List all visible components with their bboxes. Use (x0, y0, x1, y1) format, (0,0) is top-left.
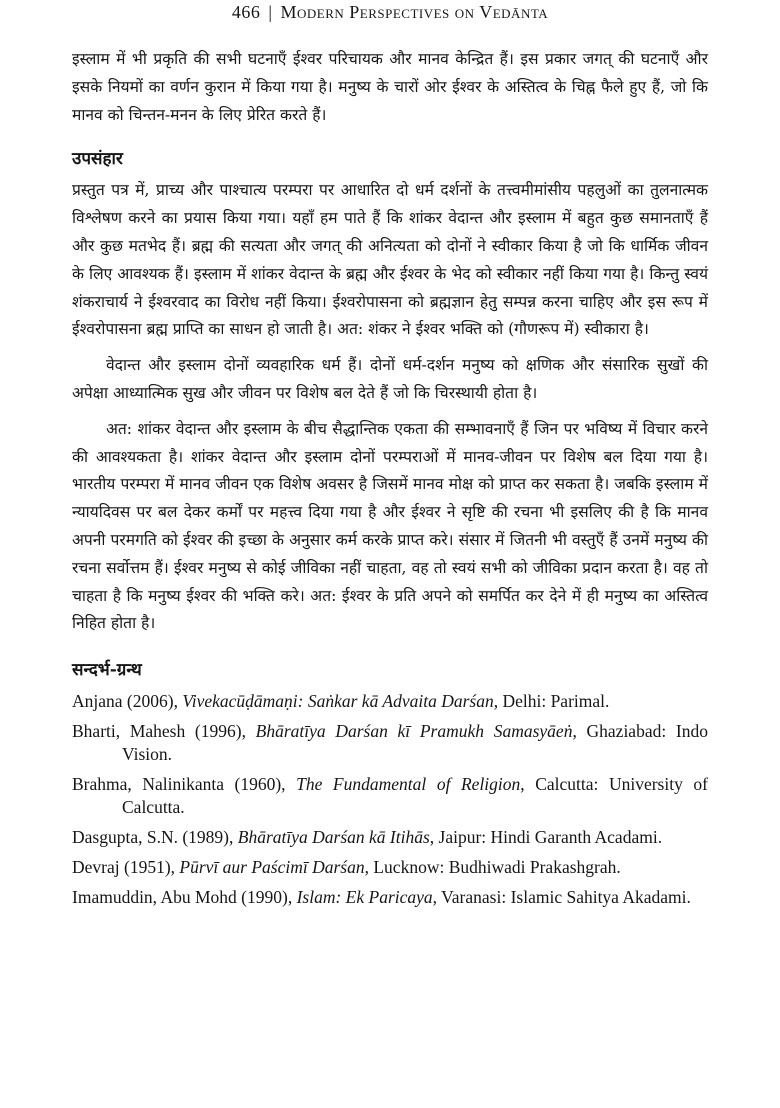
reference-title: Pūrvī aur Paścimī Darśan (179, 857, 365, 878)
reference-author-year: Bharti, Mahesh (1996), (72, 721, 256, 742)
reference-item (72, 856, 708, 879)
reference-title: Vivekacūḍāmaṇi: Saṅkar kā Advaita Darśan (182, 691, 494, 712)
reference-title: Bhāratīya Darśan kā Itihās (237, 827, 430, 848)
reference-item (72, 720, 708, 766)
reference-title: The Fundamental of Religion (296, 774, 521, 795)
reference-publisher: , Delhi: Parimal. (493, 691, 610, 712)
reference-title: Islam: Ek Paricaya (296, 887, 433, 908)
reference-item (72, 773, 708, 819)
running-head (72, 0, 708, 26)
reference-publisher: , Jaipur: Hindi Garanth Acadami. (429, 827, 663, 848)
reference-title: Bhāratīya Darśan kī Pramukh Samasyāeṅ (255, 721, 573, 742)
reference-item (72, 826, 708, 849)
conclusion-paragraph-2: वेदान्त और इस्लाम दोनों व्यवहारिक धर्म हैं। दोनों धर्म-दर्शन मनुष्य को क्षणिक और संसारिक सुखों की अपेक्षा आध्यात्मिक सुख और जीवन पर विशेष बल देते हैं जो कि चिरस्थायी होता है। (72, 356, 708, 402)
reference-author-year: Imamuddin, Abu Mohd (1990), (72, 887, 297, 908)
reference-author-year: Anjana (2006), (72, 691, 183, 712)
header-separator: | (268, 2, 273, 22)
intro-paragraph: इस्लाम में भी प्रकृति की सभी घटनाएँ ईश्वर परिचायक और मानव केन्द्रित हैं। इस प्रकार जगत् की घटनाएँ और इसके नियमों का वर्णन कुरान में किया गया है। मनुष्य के चारों ओर ईश्वर के अस्तित्व के चिह्न फैले हुए हैं, जो कि मानव को चिन्तन-मनन के लिए प्रेरित करते हैं। (72, 50, 708, 124)
reference-publisher: , Calcutta: University of Calcutta. (122, 774, 708, 818)
reference-publisher: , Ghaziabad: Indo Vision. (122, 721, 708, 765)
reference-author-year: Dasgupta, S.N. (1989), (72, 827, 238, 848)
reference-publisher: , Lucknow: Budhiwadi Prakashgrah. (364, 857, 621, 878)
conclusion-paragraph-1: प्रस्तुत पत्र में, प्राच्य और पाश्चात्य परम्परा पर आधारित दो धर्म दर्शनों के तत्त्वमीमांसीय पहलुओं का तुलनात्मक विश्लेषण करने का प्रयास किया गया। यहाँ हम पाते हैं कि शांकर वेदान्त और इस्लाम में बहुत कुछ समानताएँ हैं और कुछ मतभेद हैं। ब्रह्म की सत्यता और जगत् की अनित्यता को दोनों ने स्वीकार किया है जो कि धार्मिक जीवन के लिए आवश्यक हैं। इस्लाम में शांकर वेदान्त के ब्रह्म और ईश्वर के भेद को स्वीकार नहीं किया गया है। किन्तु स्वयं शंकराचार्य ने ईश्वरवाद का विरोध नहीं किया। ईश्वरोपासना को ब्रह्मज्ञान हेतु सम्पन्न करना चाहिए और इस रूप में ईश्वरोपासना ब्रह्म प्राप्ति का साधन हो जाती है। अत: शंकर ने ईश्वर भक्ति को (गौणरूप में) स्वीकारा है। (72, 181, 708, 339)
reference-item (72, 690, 708, 713)
references-heading: सन्दर्भ-ग्रन्थ (72, 660, 142, 681)
reference-author-year: Brahma, Nalinikanta (1960), (72, 774, 297, 795)
conclusion-paragraph-3: अत: शांकर वेदान्त और इस्लाम के बीच सैद्धान्तिक एकता की सम्भावनाएँ हैं जिन पर भविष्य में विचार करने की आवश्यकता है। शांकर वेदान्त और इस्लाम दोनों परम्पराओं में मानव-जीवन पर विशेष बल दिया गया है। भारतीय परम्परा में मानव जीवन एक विशेष अवसर है जिसमें मानव मोक्ष को प्राप्त कर सकता है। जबकि इस्लाम में न्यायदिवस पर बल देकर कर्मों पर महत्त्व दिया गया है और ईश्वर ने सृष्टि की रचना भी इसलिए की है कि मानव अपनी परमगति को ईश्वर की इच्छा के अनुसार कर्म करके प्राप्त करे। संसार में जितनी भी वस्तुएँ हैं उनमें मनुष्य की रचना सर्वोत्तम हैं। ईश्वर मनुष्य से कोई जीविका नहीं चाहता, वह तो स्वयं सभी को जीविका प्रदान करता है। वह तो चाहता है कि मनुष्य ईश्वर की भक्ति करे। अत: ईश्वर के प्रति अपने को समर्पित कर देने में ही मनुष्य का अस्तित्व निहित होता है। (72, 419, 708, 633)
reference-author-year: Devraj (1951), (72, 857, 180, 878)
reference-item (72, 886, 708, 909)
running-title: Modern Perspectives on Vedānta (280, 2, 549, 22)
reference-list (72, 690, 708, 909)
conclusion-heading: उपसंहार (72, 149, 123, 170)
reference-publisher: , Varanasi: Islamic Sahitya Akadami. (432, 887, 691, 908)
page-number: 466 (231, 2, 261, 22)
